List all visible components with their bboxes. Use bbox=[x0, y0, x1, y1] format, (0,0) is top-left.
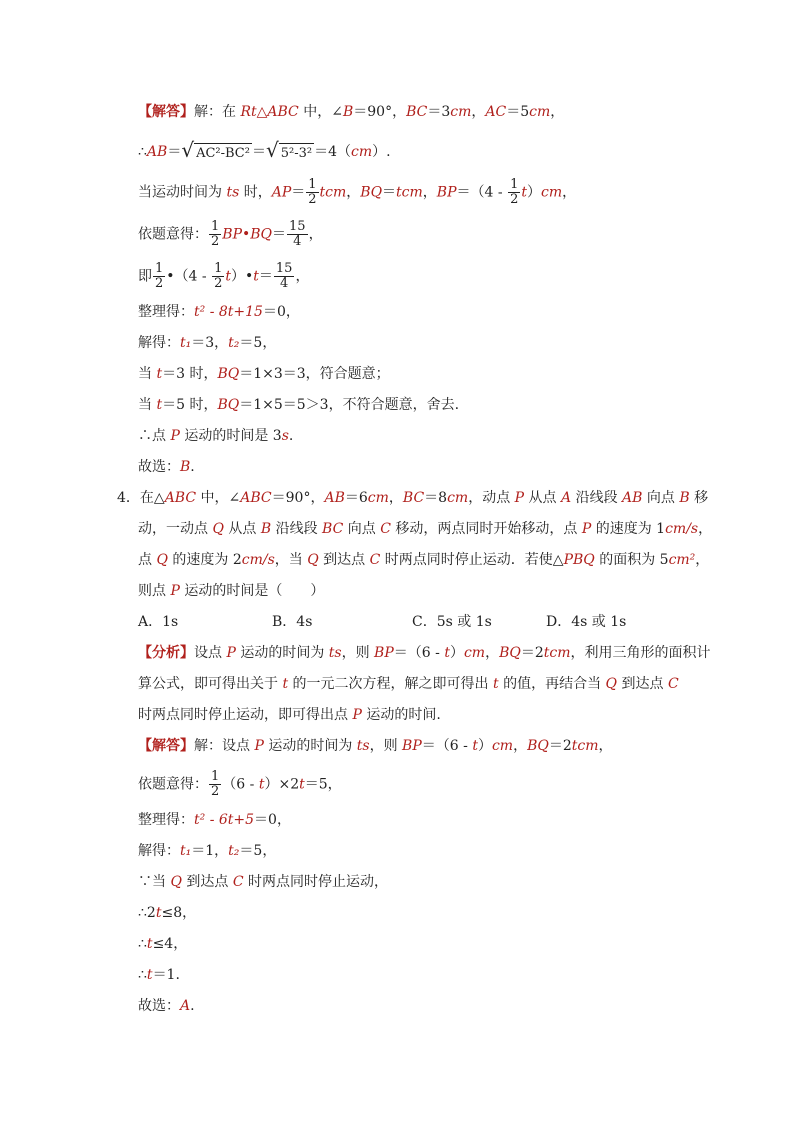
option-a[interactable]: A．1s bbox=[138, 614, 179, 630]
answer-line-5: ∵当 Q 到达点 C 时两点同时停止运动， bbox=[138, 874, 389, 890]
answer-line-6: ∴2t≤8， bbox=[138, 905, 197, 921]
fraction: $\frac{1}{2}$ bbox=[510, 177, 519, 207]
solution-tag: 【解答】 bbox=[138, 104, 194, 120]
question-4-line-1: 4．在△ABC 中，∠ABC＝90°，AB＝6cm，BC＝8cm，动点 P 从点 A 沿线段 AB 向点 B 移 bbox=[117, 490, 709, 506]
fraction: $\frac{1}{2}$ bbox=[211, 769, 220, 799]
answer-tag: 【解答】 bbox=[138, 738, 194, 754]
answer-line-1: 【解答】解：设点 P 运动的时间为 ts，则 BP＝（6 - t）cm，BQ＝2tcm， bbox=[138, 738, 613, 754]
solution-line-7: 解得：t₁＝3，t₂＝5， bbox=[138, 335, 277, 351]
analysis-tag: 【分析】 bbox=[138, 645, 194, 661]
solution-line-3: 当运动时间为 ts 时，AP＝ $\frac{1}{2}$ tcm，BQ＝tcm，BP＝（4 - $\frac{1}{2}$ t）cm， bbox=[138, 177, 577, 207]
analysis-line-2: 算公式，即可得出关于 t 的一元二次方程，解之即可得出 t 的值，再结合当 Q 到达点 C bbox=[138, 676, 679, 692]
fraction: $\frac{1}{2}$ bbox=[214, 261, 223, 291]
solution-line-4: 依题意得： $\frac{1}{2}$ BP•BQ＝ $\frac{15}{4}$ ， bbox=[138, 219, 323, 249]
question-4-line-2: 动，一动点 Q 从点 B 沿线段 BC 向点 C 移动，两点同时开始移动，点 P 的速度为 1cm/s， bbox=[138, 521, 713, 537]
solution-line-1: 【解答】解：在 Rt△ABC 中，∠B＝90°，BC＝3cm，AC＝5cm， bbox=[138, 104, 565, 120]
answer-line-9: 故选：A. bbox=[138, 998, 195, 1014]
answer-line-7: ∴t≤4， bbox=[138, 936, 188, 952]
analysis-line-1: 【分析】设点 P 运动的时间为 ts，则 BP＝（6 - t）cm，BQ＝2tcm，利用三角形的面积计 bbox=[138, 645, 711, 661]
solution-line-6: 整理得：t² - 8t+15＝0， bbox=[138, 304, 300, 320]
answer-line-8: ∴t＝1. bbox=[138, 967, 180, 983]
question-4-options bbox=[138, 612, 658, 632]
fraction: $\frac{1}{2}$ bbox=[211, 219, 220, 249]
solution-line-5: 即 $\frac{1}{2}$ •（4 - $\frac{1}{2}$ t）•t＝ $\frac{15}{4}$ ， bbox=[138, 261, 310, 291]
fraction: $\frac{15}{4}$ bbox=[289, 219, 306, 249]
option-d[interactable]: D．4s 或 1s bbox=[546, 614, 627, 630]
fraction: $\frac{1}{2}$ bbox=[155, 261, 164, 291]
fraction: $\frac{15}{4}$ bbox=[275, 261, 293, 291]
answer-line-2: 依题意得： $\frac{1}{2}$ （6 - t）×2t＝5， bbox=[138, 769, 342, 799]
solution-line-11: 故选：B. bbox=[138, 459, 195, 475]
option-b[interactable]: B．4s bbox=[272, 614, 313, 630]
answer-line-3: 整理得：t² - 6t+5＝0， bbox=[138, 812, 291, 828]
option-c[interactable]: C．5s 或 1s bbox=[412, 614, 492, 630]
sqrt-expression: √ AC²-BC² bbox=[181, 138, 250, 162]
sqrt-expression: √ 5²-3² bbox=[265, 138, 313, 162]
analysis-line-3: 时两点同时停止运动，即可得出点 P 运动的时间. bbox=[138, 707, 441, 723]
question-4-line-3: 点 Q 的速度为 2cm/s，当 Q 到达点 C 时两点同时停止运动．若使△PBQ 的面积为 5cm²， bbox=[138, 552, 710, 568]
solution-line-9: 当 t＝5 时，BQ＝1×5＝5＞3，不符合题意，舍去. bbox=[138, 397, 460, 413]
solution-line-10: ∴点 P 运动的时间是 3s. bbox=[138, 428, 294, 444]
solution-line-8: 当 t＝3 时，BQ＝1×3＝3，符合题意； bbox=[138, 366, 390, 382]
fraction: $\frac{1}{2}$ bbox=[308, 177, 317, 207]
answer-line-4: 解得：t₁＝1，t₂＝5， bbox=[138, 843, 277, 859]
question-4-line-4: 则点 P 运动的时间是（ ） bbox=[138, 583, 325, 599]
solution-line-2: ∴AB＝√ AC²-BC² ＝√ 5²-3² ＝4（cm）. bbox=[138, 138, 391, 162]
